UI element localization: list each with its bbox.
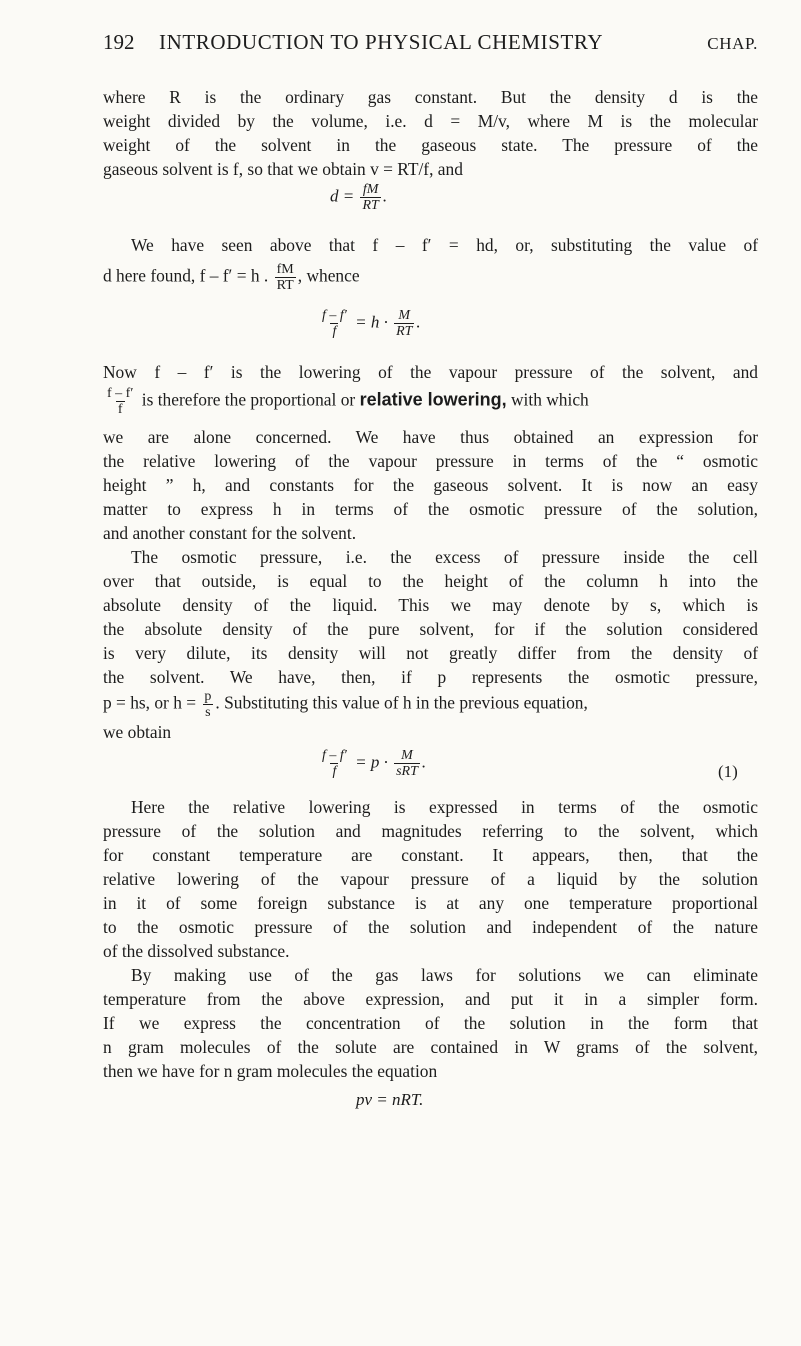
equation-density [330, 182, 387, 213]
equation-whence [318, 308, 421, 339]
equation-gas-law: pv = nRT. [356, 1090, 424, 1109]
text-line: of the dissolved substance. [103, 941, 290, 961]
text-line: n gram molecules of the solute are contained in W grams of the solvent, [103, 1037, 758, 1057]
text-line: the relative lowering of the vapour pressure in terms of the “ osmotic [103, 451, 758, 471]
paragraph-3-line-2 [103, 386, 758, 417]
fraction [360, 182, 380, 213]
text-line: then we have for n gram molecules the equation [103, 1061, 438, 1081]
text-line: By making use of the gas laws for solutions we can eliminate [131, 965, 758, 985]
numerator: p [204, 689, 212, 704]
paragraph-3 [103, 360, 758, 384]
page-number: 192 [103, 30, 135, 54]
numerator: f – f′ [322, 308, 347, 323]
numerator: fM [362, 182, 379, 197]
paragraph-5 [103, 795, 758, 963]
text-fragment: d here found, f – f′ = h . [103, 265, 269, 286]
text-line: Now f – f′ is the lowering of the vapour pressure of the solvent, and [103, 362, 758, 382]
numerator: M [401, 748, 413, 763]
denominator: RT [276, 278, 294, 293]
text-line: and another constant for the solvent. [103, 523, 357, 543]
text-line: relative lowering of the vapour pressure of a liquid by the solution [103, 869, 758, 889]
paragraph-2-line-2 [103, 262, 758, 293]
text-line: height ” h, and constants for the gaseous solvent. It is now an easy [103, 475, 758, 495]
text-line: weight divided by the volume, i.e. d = M/v, where M is the molecular [103, 111, 758, 131]
fraction [320, 748, 349, 779]
denominator: f [332, 324, 337, 339]
running-header [103, 30, 758, 62]
equation-number: (1) [718, 762, 738, 781]
text-line: is very dilute, its density will not greatly differ from the density of [103, 643, 758, 663]
text-line: pressure of the solution and magnitudes referring to the solvent, which [103, 821, 758, 841]
text-line: temperature from the above expression, and put it in a simpler form. [103, 989, 758, 1009]
text-fragment: . Substituting this value of h in the previous equation, [215, 692, 588, 713]
emphasis-term: relative lowering, [359, 389, 507, 410]
equation-1 [318, 748, 426, 779]
denominator: RT [396, 324, 413, 339]
text-line: matter to express h in terms of the osmotic pressure of the solution, [103, 499, 758, 519]
text-line: in it of some foreign substance is at any one temperature proportional [103, 893, 758, 913]
fraction [394, 748, 420, 779]
text-line: where R is the ordinary gas constant. But the density d is the [103, 87, 758, 107]
fraction [202, 689, 213, 720]
text-line: The osmotic pressure, i.e. the excess of pressure inside the cell [131, 547, 758, 567]
denominator: f [117, 402, 123, 417]
denominator: sRT [396, 764, 418, 779]
fraction [105, 386, 135, 417]
fraction [320, 308, 349, 339]
paragraph-2 [103, 233, 758, 257]
numerator: fM [276, 262, 294, 277]
paragraph-3-cont [103, 425, 758, 545]
eq-tail: . [421, 752, 427, 772]
eq-mid: = h · [355, 312, 388, 332]
text-line: over that outside, is equal to the height of the column h into the [103, 571, 758, 591]
fraction [394, 308, 414, 339]
chapter-abbrev: CHAP. [707, 34, 758, 53]
eq-tail: . [416, 312, 421, 332]
text-line: If we express the concentration of the solution in the form that [103, 1013, 758, 1033]
text-line: for constant temperature are constant. It appears, then, that the [103, 845, 758, 865]
text-line: the solvent. We have, then, if p represents the osmotic pressure, [103, 667, 758, 687]
paragraph-4 [103, 545, 758, 689]
denominator: RT [362, 198, 379, 213]
paragraph-4-line-8 [103, 720, 758, 744]
text-fragment: p = hs, or h = [103, 692, 197, 713]
text-line: the absolute density of the pure solvent, for if the solution considered [103, 619, 758, 639]
text-fragment: , whence [297, 265, 360, 286]
paragraph-4-line-7 [103, 689, 758, 720]
text-line: gaseous solvent is f, so that we obtain v = RT/f, and [103, 159, 463, 179]
text-line: weight of the solvent in the gaseous state. The pressure of the [103, 135, 758, 155]
text-line: we obtain [103, 722, 172, 742]
numerator: f – f′ [322, 748, 347, 763]
running-title: INTRODUCTION TO PHYSICAL CHEMISTRY [159, 30, 604, 54]
numerator: M [398, 308, 411, 323]
text-line: absolute density of the liquid. This we may denote by s, which is [103, 595, 758, 615]
text-fragment: with which [510, 389, 589, 410]
text-line: to the osmotic pressure of the solution and independent of the nature [103, 917, 758, 937]
eq-mid: = p · [355, 752, 388, 772]
paragraph-1 [103, 85, 758, 181]
text-line: Here the relative lowering is expressed in terms of the osmotic [131, 797, 758, 817]
eq-lhs: d = [330, 186, 355, 206]
numerator: f – f′ [107, 386, 134, 401]
fraction [275, 262, 296, 293]
denominator: s [205, 705, 211, 720]
text-fragment: is therefore the proportional or [141, 389, 356, 410]
text-line: We have seen above that f – f′ = hd, or, substituting the value of [131, 235, 758, 255]
eq-tail: . [382, 186, 388, 206]
paragraph-6 [103, 963, 758, 1083]
text-line: we are alone concerned. We have thus obtained an expression for [103, 427, 758, 447]
denominator: f [332, 764, 337, 779]
